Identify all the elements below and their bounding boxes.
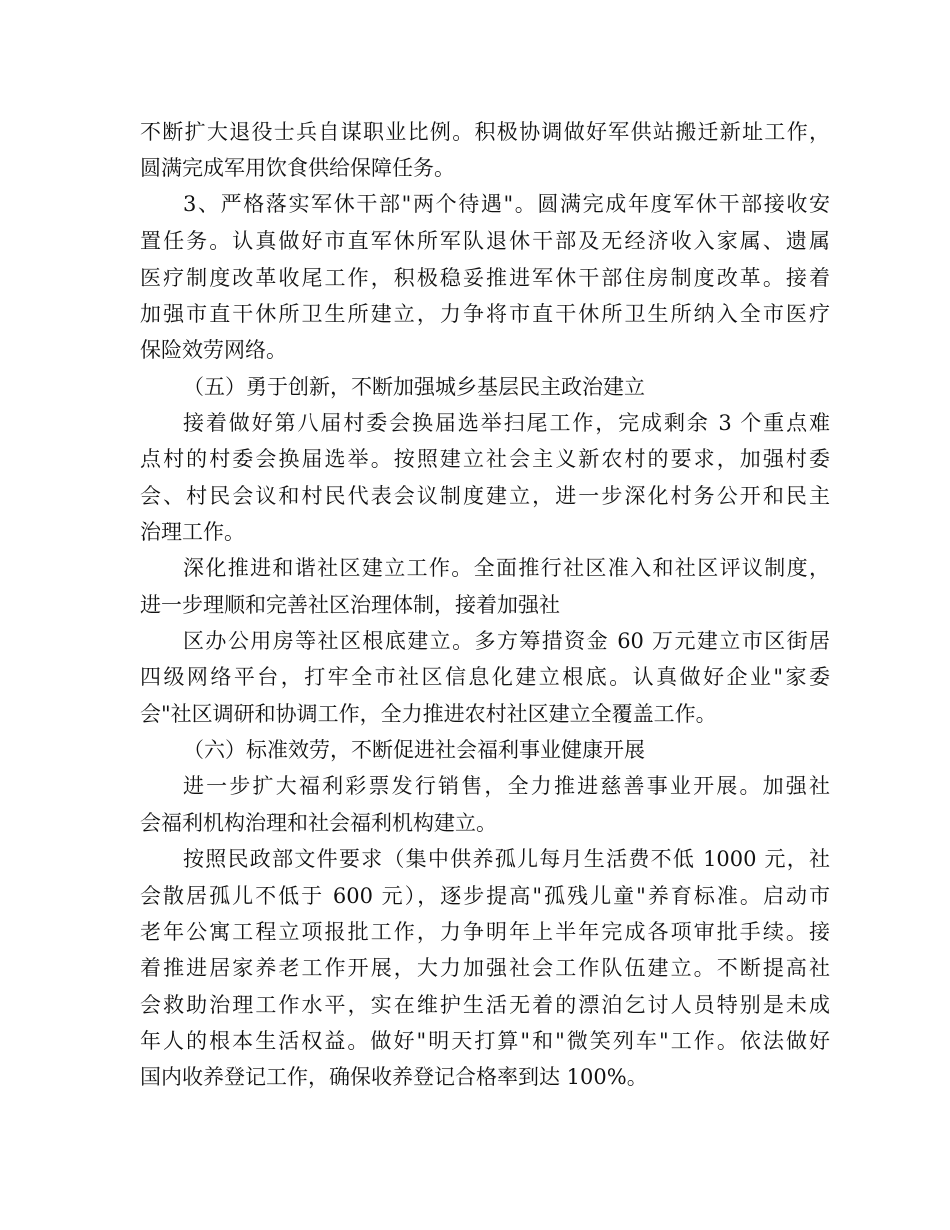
paragraph-line: 置任务。认真做好市直军休所军队退休干部及无经济收入家属、遗属 [140,229,830,253]
paragraph-line: 会福利机构治理和社会福利机构建立。 [140,811,497,835]
paragraph-line: 年人的根本生活权益。做好"明天打算"和"微笑列车"工作。依法做好 [140,1029,830,1053]
paragraph-line: 按照民政部文件要求（集中供养孤儿每月生活费不低 1000 元，社 [183,847,830,871]
paragraph-line: 会、村民会议和村民代表会议制度建立，进一步深化村务公开和民主 [140,484,830,508]
paragraph-line: 加强市直干休所卫生所建立，力争将市直干休所卫生所纳入全市医疗 [140,302,830,326]
paragraph-line: 会"社区调研和协调工作，全力推进农村社区建立全覆盖工作。 [140,702,717,726]
paragraph-line: 保险效劳网络。 [140,338,287,362]
paragraph-line: 医疗制度改革收尾工作，积极稳妥推进军休干部住房制度改革。接着 [140,266,830,290]
paragraph-line: 进一步扩大福利彩票发行销售，全力推进慈善事业开展。加强社 [183,774,830,798]
paragraph-line: 着推进居家养老工作开展，大力加强社会工作队伍建立。不断提高社 [140,956,830,980]
paragraph-line: 不断扩大退役士兵自谋职业比例。积极协调做好军供站搬迁新址工作， [140,120,830,144]
paragraph-line: 进一步理顺和完善社区治理体制，接着加强社 [140,593,560,617]
paragraph-line: 治理工作。 [140,520,245,544]
paragraph-line: 会救助治理工作水平，实在维护生活无着的漂泊乞讨人员特别是未成 [140,993,830,1017]
paragraph-line: 深化推进和谐社区建立工作。全面推行社区准入和社区评议制度， [183,556,830,580]
paragraph-line: 四级网络平台，打牢全市社区信息化建立根底。认真做好企业"家委 [140,665,830,689]
section-heading: （六）标准效劳，不断促进社会福利事业健康开展 [183,738,645,762]
paragraph-line: 区办公用房等社区根底建立。多方筹措资金 60 万元建立市区街居 [183,629,830,653]
section-heading: （五）勇于创新，不断加强城乡基层民主政治建立 [183,375,645,399]
paragraph-line: 圆满完成军用饮食供给保障任务。 [140,156,455,180]
paragraph-line: 国内收养登记工作，确保收养登记合格率到达 100%。 [140,1065,648,1089]
paragraph-line: 老年公寓工程立项报批工作，力争明年上半年完成各项审批手续。接 [140,920,830,944]
paragraph-line: 接着做好第八届村委会换届选举扫尾工作，完成剩余 3 个重点难 [183,411,830,435]
paragraph-line: 会散居孤儿不低于 600 元），逐步提高"孤残儿童"养育标准。启动市 [140,884,830,908]
paragraph-line: 点村的村委会换届选举。按照建立社会主义新农村的要求，加强村委 [140,447,830,471]
paragraph-line: 3、严格落实军休干部"两个待遇"。圆满完成年度军休干部接收安 [183,192,830,216]
